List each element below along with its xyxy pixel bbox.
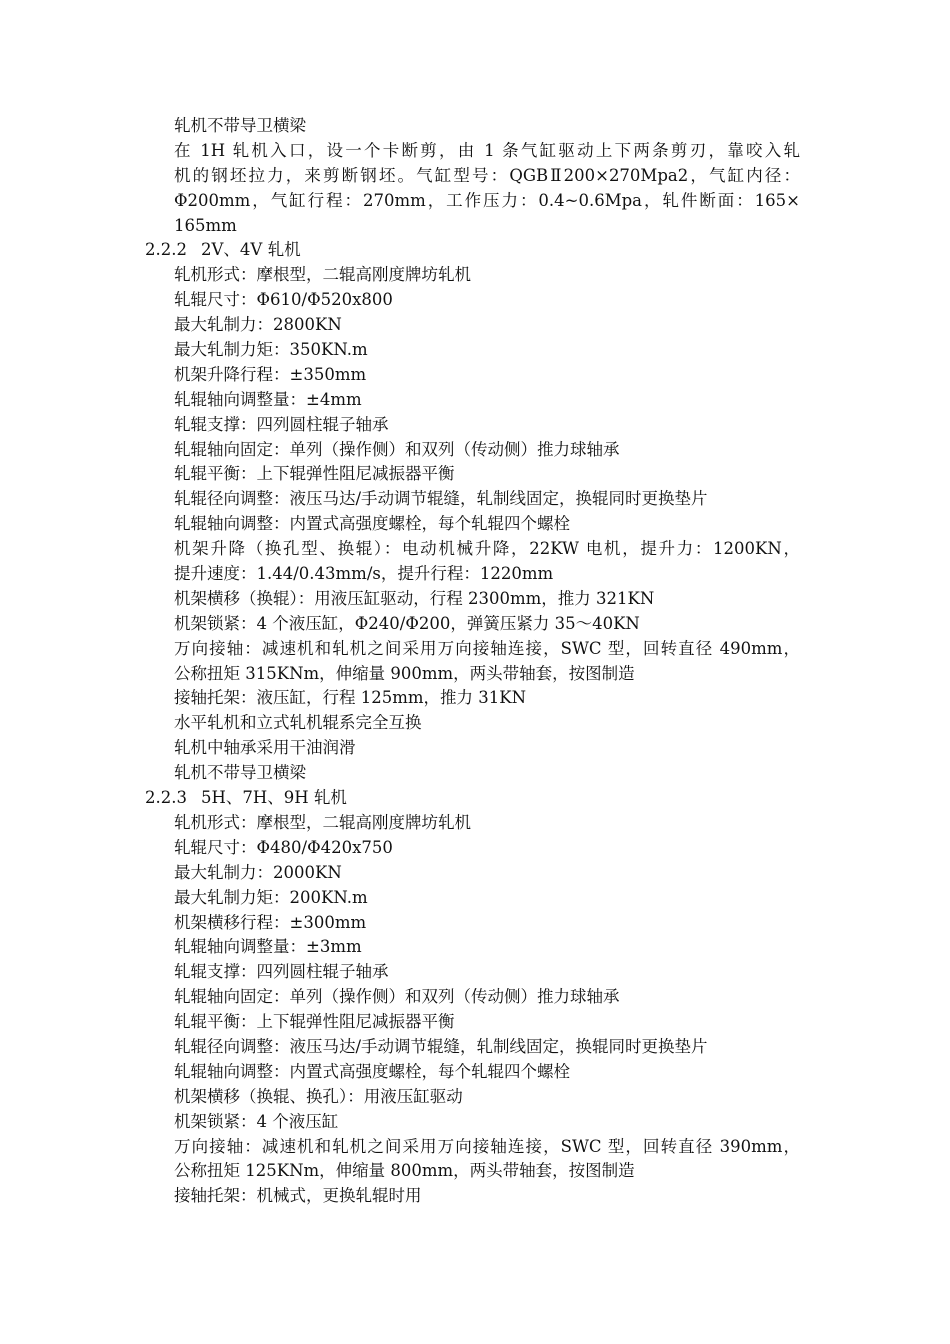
spec-line: 轧机不带导卫横梁 <box>174 763 306 783</box>
spec-line: 最大轧制力矩：200KN.m <box>174 887 368 907</box>
spec-line: 轧辊轴向固定：单列（操作侧）和双列（传动侧）推力球轴承 <box>174 987 620 1007</box>
spec-line: 接轴托架：机械式，更换轧辊时用 <box>174 1186 422 1206</box>
paragraph-line: Φ200mm，气缸行程：270mm，工作压力：0.4~0.6Mpa，轧件断面：165× <box>174 190 800 210</box>
spec-line: 万向接轴：减速机和轧机之间采用万向接轴连接，SWC 型，回转直径 390mm， <box>174 1136 800 1156</box>
section-title: 5H、7H、9H 轧机 <box>201 788 347 808</box>
spec-line: 轧辊尺寸：Φ610/Φ520x800 <box>174 290 393 310</box>
spec-line: 机架升降（换孔型、换辊）：电动机械升降，22KW 电机，提升力：1200KN， <box>174 539 800 559</box>
spec-line: 轧辊轴向调整：内置式高强度螺栓，每个轧辊四个螺栓 <box>174 514 570 534</box>
spec-line: 最大轧制力：2000KN <box>174 862 342 882</box>
spec-line: 轧机中轴承采用干油润滑 <box>174 738 356 758</box>
spec-line: 轧机形式：摩根型，二辊高刚度牌坊轧机 <box>174 265 471 285</box>
paragraph-line: 在 1H 轧机入口，设一个卡断剪，由 1 条气缸驱动上下两条剪刃，靠咬入轧 <box>174 140 800 160</box>
spec-line: 机架横移（换辊、换孔）：用液压缸驱动 <box>174 1086 463 1106</box>
spec-line: 轧辊轴向固定：单列（操作侧）和双列（传动侧）推力球轴承 <box>174 439 620 459</box>
spec-line: 轧辊轴向调整量：±4mm <box>174 389 362 409</box>
spec-line: 万向接轴：减速机和轧机之间采用万向接轴连接，SWC 型，回转直径 490mm， <box>174 638 800 658</box>
spec-line: 轧辊径向调整：液压马达/手动调节辊缝，轧制线固定，换辊同时更换垫片 <box>174 1036 708 1056</box>
spec-line: 轧辊支撑：四列圆柱辊子轴承 <box>174 962 389 982</box>
spec-line: 公称扭矩 315KNm，伸缩量 900mm，两头带轴套，按图制造 <box>174 663 635 683</box>
spec-line: 轧机形式：摩根型，二辊高刚度牌坊轧机 <box>174 812 471 832</box>
section-title: 2V、4V 轧机 <box>201 240 301 260</box>
spec-line: 轧辊平衡：上下辊弹性阻尼减振器平衡 <box>174 464 455 484</box>
spec-line: 最大轧制力：2800KN <box>174 315 342 335</box>
spec-line: 机架锁紧：4 个液压缸 <box>174 1111 339 1131</box>
spec-line: 机架横移（换辊）：用液压缸驱动，行程 2300mm，推力 321KN <box>174 588 655 608</box>
section-number: 2.2.3 <box>145 788 187 808</box>
spec-line: 轧辊轴向调整：内置式高强度螺栓，每个轧辊四个螺栓 <box>174 1061 570 1081</box>
paragraph-line: 165mm <box>174 215 237 235</box>
spec-line: 轧辊尺寸：Φ480/Φ420x750 <box>174 837 393 857</box>
spec-line: 机架升降行程：±350mm <box>174 364 367 384</box>
spec-line: 轧辊平衡：上下辊弹性阻尼减振器平衡 <box>174 1012 455 1032</box>
section-heading-2-2-2 <box>0 238 950 263</box>
spec-line: 最大轧制力矩：350KN.m <box>174 340 368 360</box>
paragraph-line: 轧机不带导卫横梁 <box>174 116 306 135</box>
spec-line: 轧辊支撑：四列圆柱辊子轴承 <box>174 414 389 434</box>
spec-line: 公称扭矩 125KNm，伸缩量 800mm，两头带轴套，按图制造 <box>174 1161 635 1181</box>
spec-line: 机架锁紧：4 个液压缸，Φ240/Φ200，弹簧压紧力 35～40KN <box>174 613 640 633</box>
paragraph-line: 机的钢坯拉力，来剪断钢坯。气缸型号：QGBⅡ200×270Mpa2，气缸内径： <box>174 165 800 185</box>
section-heading-2-2-3 <box>0 786 950 811</box>
section-number: 2.2.2 <box>145 240 187 260</box>
spec-line: 轧辊径向调整：液压马达/手动调节辊缝，轧制线固定，换辊同时更换垫片 <box>174 489 708 509</box>
spec-line: 提升速度：1.44/0.43mm/s，提升行程：1220mm <box>174 564 554 584</box>
spec-line: 接轴托架：液压缸，行程 125mm，推力 31KN <box>174 688 527 708</box>
spec-line: 水平轧机和立式轧机辊系完全互换 <box>174 713 422 733</box>
spec-line: 机架横移行程：±300mm <box>174 912 367 932</box>
document-body <box>0 114 950 1209</box>
spec-line: 轧辊轴向调整量：±3mm <box>174 937 362 957</box>
